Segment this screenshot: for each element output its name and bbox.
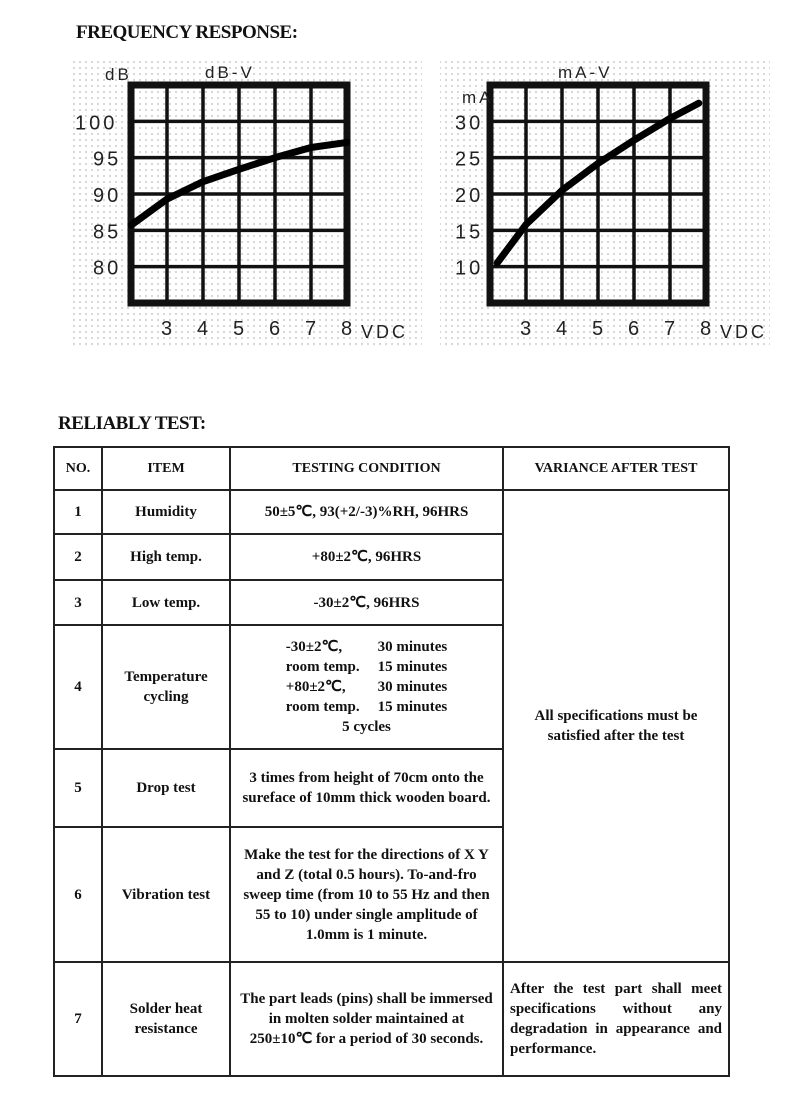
row-no: 6	[54, 827, 102, 962]
header-no: NO.	[54, 447, 102, 490]
reliability-table	[53, 446, 730, 1077]
row-no: 2	[54, 534, 102, 580]
cycle-step-label: +80±2℃,	[285, 679, 346, 695]
cycle-step-label: -30±2℃,	[285, 639, 343, 655]
cycle-steps	[286, 637, 447, 717]
y-tick-label: 10	[455, 257, 484, 280]
row-no: 3	[54, 580, 102, 625]
cycle-step-time: 30 minutes	[377, 639, 448, 655]
x-axis-unit: VDC	[361, 322, 409, 342]
row-item: Low temp.	[102, 580, 230, 625]
row-condition: -30±2℃, 96HRS	[230, 580, 503, 625]
y-tick-label: 95	[93, 148, 122, 171]
y-tick-label: 80	[93, 257, 122, 280]
y-tick-label: 90	[93, 185, 122, 207]
x-tick-label: 7	[664, 318, 679, 340]
variance-common: All specifications must be satisfied after the test	[503, 490, 729, 962]
row-condition: 3 times from height of 70cm onto the sureface of 10mm thick wooden board.	[230, 749, 503, 827]
row-condition: 50±5℃, 93(+2/-3)%RH, 96HRS	[230, 490, 503, 534]
header-condition: TESTING CONDITION	[230, 447, 503, 490]
y-tick-label: 15	[455, 221, 484, 244]
chart-title: mA-V	[558, 63, 613, 82]
row-condition: +80±2℃, 96HRS	[230, 534, 503, 580]
row-item: High temp.	[102, 534, 230, 580]
cycle-step-time: 15 minutes	[377, 699, 448, 715]
row-variance: After the test part shall meet specifications without any degradation in appearance and performance.	[503, 962, 729, 1076]
frequency-response-charts	[0, 0, 800, 360]
x-axis-unit: VDC	[720, 322, 768, 342]
cycle-step-time: 15 minutes	[377, 659, 448, 675]
table-header-row	[54, 447, 729, 490]
row-item: Temperature cycling	[102, 625, 230, 749]
row-no: 1	[54, 490, 102, 534]
row-condition: Make the test for the directions of X Y and Z (total 0.5 hours). To-and-fro sweep time (from 10 to 55 Hz and then 55 to 10) under single amplitude of 1.0mm is 1 minute.	[230, 827, 503, 962]
table-row	[54, 962, 729, 1076]
cycle-step-label: room temp.	[285, 659, 360, 675]
y-axis-unit: dB	[105, 65, 132, 84]
table-row	[54, 490, 729, 534]
x-tick-label: 6	[269, 318, 284, 340]
row-condition	[230, 625, 503, 749]
row-no: 4	[54, 625, 102, 749]
x-tick-label: 8	[341, 318, 356, 340]
frequency-response-heading: FREQUENCY RESPONSE:	[76, 22, 298, 43]
x-tick-label: 3	[520, 318, 535, 340]
row-item: Humidity	[102, 490, 230, 534]
y-axis-unit: mA	[462, 88, 494, 107]
x-tick-label: 8	[700, 318, 715, 340]
row-item: Vibration test	[102, 827, 230, 962]
row-item: Solder heat resistance	[102, 962, 230, 1076]
x-tick-label: 6	[628, 318, 643, 340]
cycle-count: 5 cycles	[342, 719, 391, 735]
y-tick-label: 85	[93, 221, 122, 244]
chart-title: dB-V	[205, 63, 255, 82]
cycle-step-label: room temp.	[285, 699, 360, 715]
cycle-step-time: 30 minutes	[377, 679, 448, 695]
x-tick-label: 7	[305, 318, 320, 340]
x-tick-label: 3	[161, 318, 176, 340]
header-variance: VARIANCE AFTER TEST	[503, 447, 729, 490]
reliability-test-heading: RELIABLY TEST:	[58, 413, 206, 434]
x-tick-label: 4	[197, 318, 212, 340]
x-tick-label: 5	[233, 318, 248, 340]
row-condition: The part leads (pins) shall be immersed in molten solder maintained at 250±10℃ for a period of 30 seconds.	[230, 962, 503, 1076]
row-no: 7	[54, 962, 102, 1076]
y-tick-label: 20	[455, 185, 484, 207]
x-tick-label: 5	[592, 318, 607, 340]
x-tick-label: 4	[556, 318, 571, 340]
y-tick-label: 30	[455, 112, 484, 135]
row-no: 5	[54, 749, 102, 827]
y-tick-label: 100	[75, 112, 118, 135]
y-tick-label: 25	[455, 148, 484, 171]
header-item: ITEM	[102, 447, 230, 490]
row-item: Drop test	[102, 749, 230, 827]
